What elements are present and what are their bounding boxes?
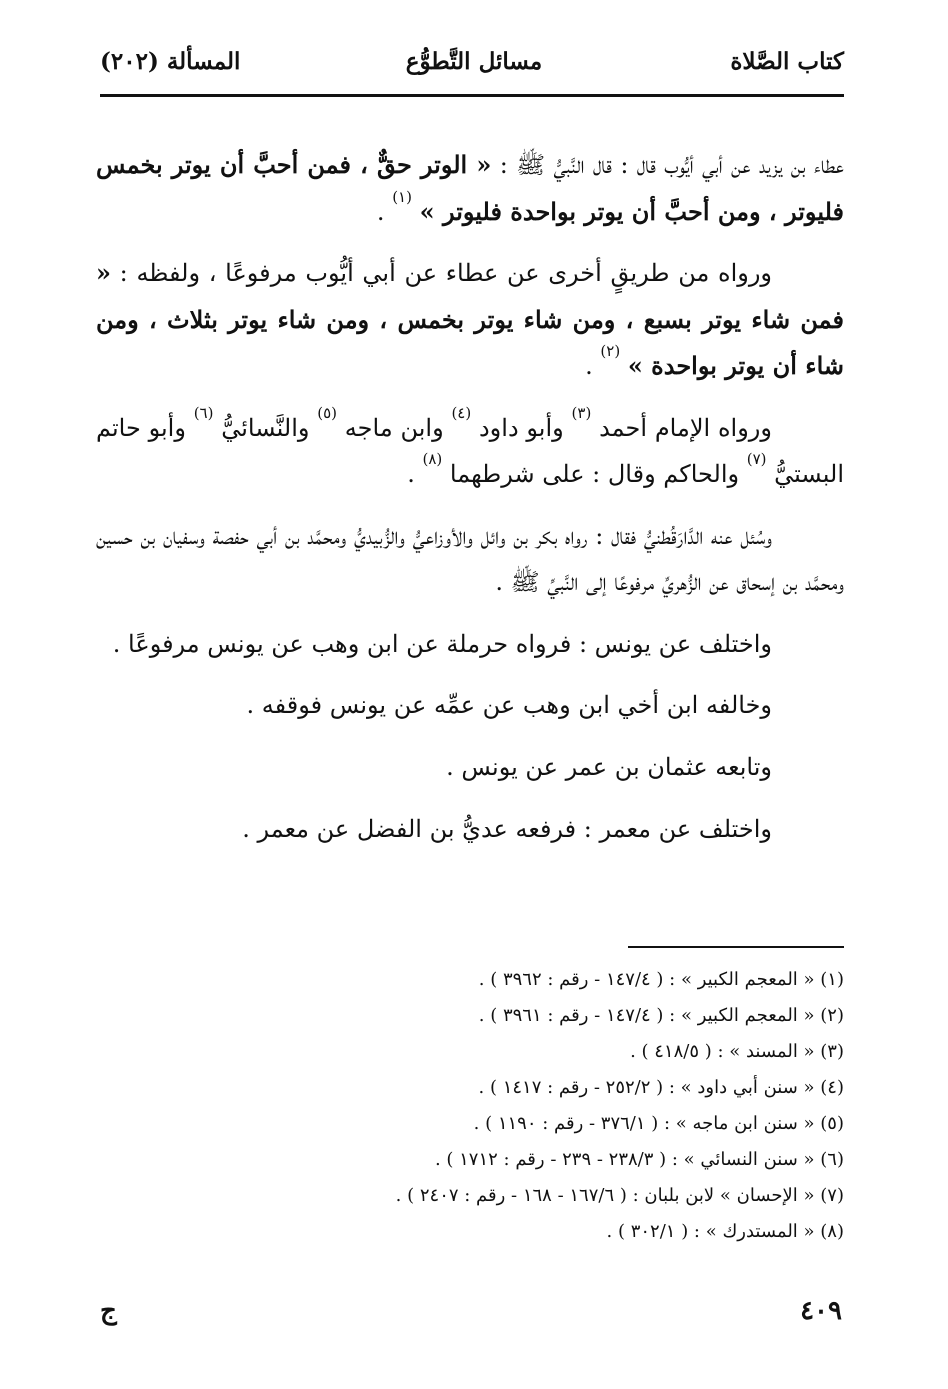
- footnote-4: (٤) « سنن أبي داود » : ( ٢٥٢/٢ - رقم : ١٤١٧ ) .: [478, 1077, 844, 1098]
- text-run: وسُئل عنه الدَّارَقُطنيُّ فقال : رواه بكر بن وائل والأوزاعيُّ والزُّبيديُّ ومحمَّد بن أبي حفصة وسفيان بن حسين ومحمَّد بن إسحاق عن الزُّهريِّ مرفوعًا إلى النَّبيِّ ﷺ .: [96, 521, 844, 597]
- footnote-rule: [628, 946, 844, 948]
- text-run: « فمن شاء يوتر بسبع ، ومن شاء يوتر بخمس ، ومن شاء يوتر بثلاث ، ومن شاء أن يوتر بواحدة »: [96, 258, 844, 381]
- text-run: ورواه الإمام أحمد: [591, 413, 772, 442]
- running-head-chapter-title: مسائل التَّطوُّع: [405, 48, 543, 75]
- paragraph: [96, 142, 844, 235]
- footnote-marker: (٨): [422, 450, 443, 469]
- footnotes: [396, 962, 844, 1250]
- text-run: وأبو داود: [471, 413, 572, 442]
- footnote-2: (٢) « المعجم الكبير » : ( ١٤٧/٤ - رقم : ٣٩٦١ ) .: [478, 1005, 844, 1026]
- paragraph: [96, 513, 844, 606]
- footnote-marker: (٥): [317, 403, 338, 422]
- footnote-marker: (٣): [571, 403, 592, 422]
- text-run: .: [407, 460, 423, 489]
- footnote-marker: (٤): [451, 403, 472, 422]
- footnote-marker: (٢): [600, 342, 621, 361]
- text-run: والحاكم وقال : على شرطهما: [442, 460, 747, 489]
- signature-mark: ج: [100, 1296, 117, 1326]
- text-run: ورواه من طريقٍ أخرى عن عطاء عن أبي أيُّوب مرفوعًا ، ولفظه :: [111, 259, 772, 288]
- footnote-7: (٧) « الإحسان » لابن بلبان : ( ١٦٧/٦ - ١٦٨ - رقم : ٢٤٠٧ ) .: [395, 1185, 844, 1206]
- text-run: « الوتر حقٌّ ، فمن أحبَّ أن يوتر بخمس فليوتر ، ومن أحبَّ أن يوتر بواحدة فليوتر »: [96, 150, 844, 226]
- text-run: وتابعه عثمان بن عمر عن يونس .: [446, 753, 772, 782]
- paragraph: [96, 682, 844, 729]
- text-run: عطاء بن يزيد عن أبي أيُّوب قال : قال النَّبيُّ ﷺ :: [491, 151, 844, 179]
- running-head-issue-number: المسألة (٢٠٢): [100, 48, 241, 75]
- text-run: .: [376, 197, 393, 226]
- text-run: وأبو حاتم البستيُّ: [96, 413, 844, 489]
- page-number: ٤٠٩: [800, 1296, 842, 1326]
- text-run: واختلف عن يونس : فرواه حرملة عن ابن وهب عن يونس مرفوعًا .: [112, 629, 772, 658]
- footnote-5: (٥) « سنن ابن ماجه » : ( ٣٧٦/١ - رقم : ١١٩٠ ) .: [473, 1113, 844, 1134]
- text-run: وابن ماجه: [337, 413, 452, 442]
- footnote-1: (١) « المعجم الكبير » : ( ١٤٧/٤ - رقم : ٣٩٦٢ ) .: [478, 969, 844, 990]
- footnote-3: (٣) « المسند » : ( ٤١٨/٥ ) .: [630, 1041, 844, 1062]
- footnote-8: (٨) « المستدرك » : ( ٣٠٢/١ ) .: [606, 1221, 844, 1242]
- paragraph: [96, 621, 844, 668]
- footnote-marker: (١): [392, 187, 412, 206]
- text-run: واختلف عن معمر : فرفعه عديُّ بن الفضل عن معمر .: [242, 814, 772, 843]
- running-head-book-title: كتاب الصَّلاة: [730, 48, 844, 75]
- footnote-marker: (٦): [193, 403, 214, 422]
- footnote-6: (٦) « سنن النسائي » : ( ٢٣٨/٣ - ٢٣٩ - رقم : ١٧١٢ ) .: [434, 1149, 844, 1170]
- text-run: وخالفه ابن أخي ابن وهب عن عمِّه عن يونس فوقفه .: [246, 691, 772, 720]
- text-run: [412, 198, 420, 226]
- paragraph: [96, 806, 844, 853]
- text-run: .: [585, 352, 601, 381]
- text-run: والنَّسائيُّ: [213, 413, 318, 442]
- paragraph: [96, 250, 844, 390]
- main-text: [96, 142, 844, 867]
- paragraph: [96, 744, 844, 791]
- text-run: [620, 352, 628, 380]
- header-rule: [100, 94, 844, 97]
- paragraph: [96, 405, 844, 498]
- footnote-marker: (٧): [746, 450, 767, 469]
